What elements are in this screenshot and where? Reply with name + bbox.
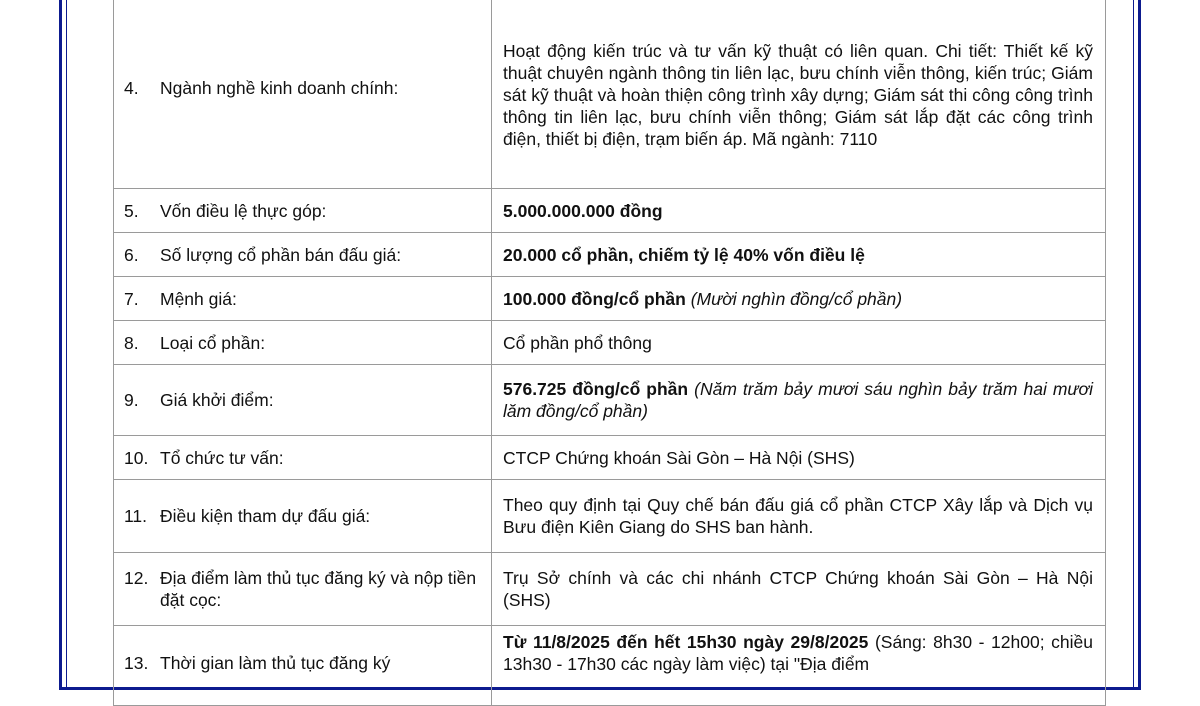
row-value-cell [492, 321, 1106, 365]
row-label: Điều kiện tham dự đấu giá: [160, 506, 371, 526]
row-label-cell [114, 321, 492, 365]
table-row [114, 189, 1106, 233]
row-label: Vốn điều lệ thực góp: [160, 200, 327, 221]
row-number: 11. [124, 506, 148, 526]
row-value-cell [492, 277, 1106, 321]
row-value: Hoạt động kiến trúc và tư vấn kỹ thuật có liên quan. Chi tiết: Thiết kế kỹ thuật chuyên ngành thông tin liên lạc, bưu chính viễn thông, kiến trúc; Giám sát kỹ thuật và hoàn thiện công trình xây dựng; Giám sát thi công công trình thông tin liên lạc, bưu chính viễn thông; Giám sát lắp đặt các công trình điện, thiết bị điện, trạm biến áp. Mã ngành: 7110 [503, 40, 1093, 149]
row-value-cell [492, 189, 1106, 233]
row-value-cell [492, 233, 1106, 277]
row-label: Tổ chức tư vấn: [160, 447, 284, 468]
row-value-cell [492, 480, 1106, 553]
table-row [114, 553, 1106, 626]
row-number: 5. [124, 200, 139, 221]
row-number: 4. [124, 77, 139, 98]
row-label: Giá khởi điểm: [160, 390, 274, 410]
row-number: 7. [124, 288, 139, 309]
row-number: 6. [124, 244, 139, 265]
row-value-cell [492, 626, 1106, 706]
table-row [114, 321, 1106, 365]
row-number: 13. [124, 653, 149, 673]
row-value-bold: 576.725 đồng/cổ phần [503, 379, 689, 399]
row-number: 12. [124, 568, 149, 588]
row-value-bold: Từ 11/8/2025 đến hết 15h30 ngày 29/8/2025 [503, 632, 869, 652]
row-value: (Sáng: 8h30 - 12h00; chiều 13h30 - 17h30 các ngày làm việc) tại "Địa điểm [503, 632, 1093, 674]
row-value-cell [492, 553, 1106, 626]
row-value-bold: 100.000 đồng/cổ phần [503, 288, 686, 309]
row-label: Thời gian làm thủ tục đăng ký [160, 653, 391, 673]
row-value-bold: 5.000.000.000 đồng [503, 200, 663, 221]
row-label: Mệnh giá: [160, 288, 237, 309]
table-row [114, 480, 1106, 553]
row-value-cell [492, 365, 1106, 436]
row-value-bold: 20.000 cổ phần, chiếm tỷ lệ 40% vốn điều lệ [503, 244, 865, 265]
row-label-cell [114, 0, 492, 189]
row-label-cell [114, 233, 492, 277]
row-number: 10. [124, 447, 149, 468]
row-label-cell [114, 626, 492, 706]
row-number: 9. [124, 390, 139, 410]
table-row [114, 365, 1106, 436]
row-value-italic: (Năm trăm bảy mươi sáu nghìn bảy trăm hai mươi lăm đồng/cổ phần) [503, 379, 1093, 421]
table-row [114, 626, 1106, 706]
row-label-cell [114, 365, 492, 436]
row-label-cell [114, 480, 492, 553]
row-label-cell [114, 189, 492, 233]
row-label: Ngành nghề kinh doanh chính: [160, 77, 399, 98]
row-label-cell [114, 436, 492, 480]
auction-info-table [113, 0, 1106, 706]
row-label-cell [114, 277, 492, 321]
row-value: Trụ Sở chính và các chi nhánh CTCP Chứng khoán Sài Gòn – Hà Nội (SHS) [503, 568, 1093, 610]
row-value-cell [492, 436, 1106, 480]
row-value-italic: (Mười nghìn đồng/cổ phần) [690, 288, 903, 309]
row-label-cell [114, 553, 492, 626]
table-row [114, 233, 1106, 277]
table-row [114, 0, 1106, 189]
row-label: Loại cổ phần: [160, 332, 266, 353]
row-value: Cổ phần phổ thông [503, 332, 652, 353]
row-label: Số lượng cổ phần bán đấu giá: [160, 244, 402, 265]
table-row [114, 436, 1106, 480]
table-row [114, 277, 1106, 321]
row-number: 8. [124, 332, 139, 353]
row-value-cell [492, 0, 1106, 189]
row-label: Địa điểm làm thủ tục đăng ký và nộp tiền đặt cọc: [160, 568, 477, 610]
row-value: Theo quy định tại Quy chế bán đấu giá cổ phần CTCP Xây lắp và Dịch vụ Bưu điện Kiên Giang do SHS ban hành. [503, 495, 1093, 537]
row-value: CTCP Chứng khoán Sài Gòn – Hà Nội (SHS) [503, 447, 855, 468]
